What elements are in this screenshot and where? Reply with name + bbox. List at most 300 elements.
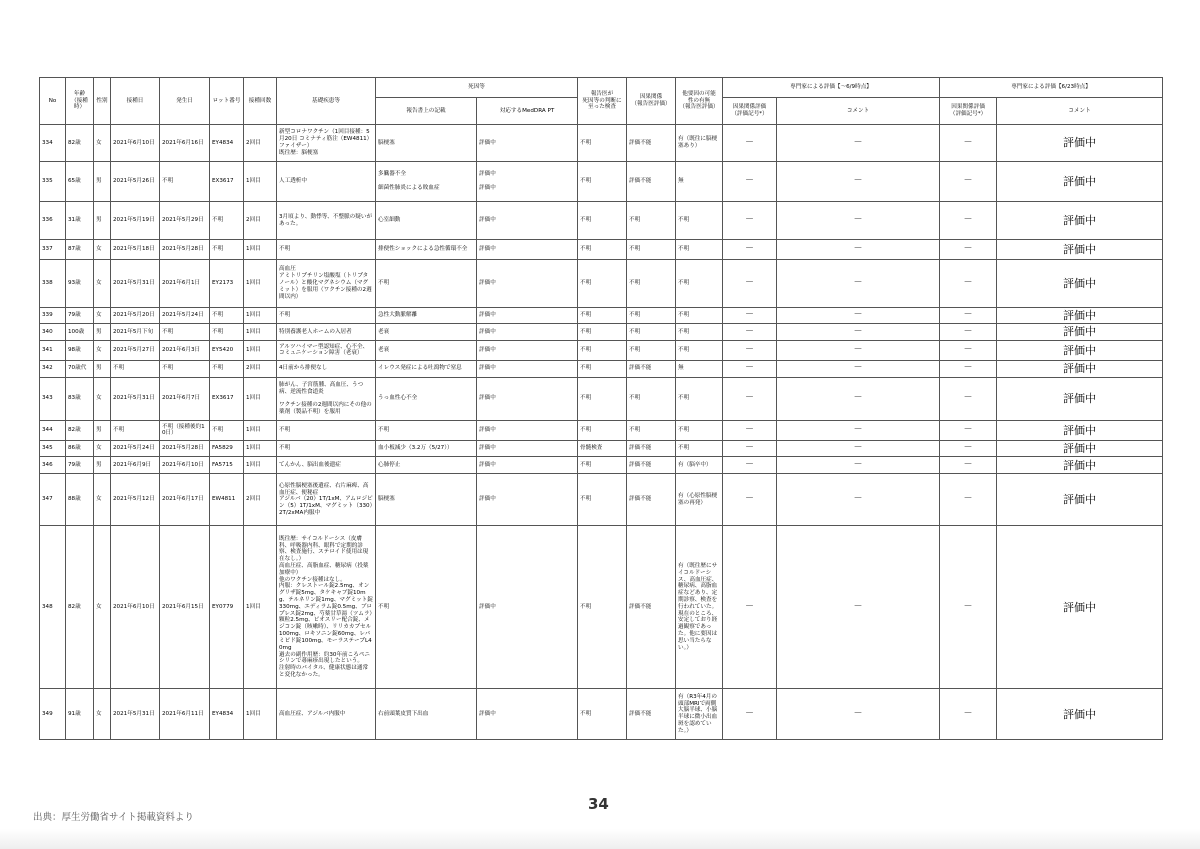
cell-underlying: 高血圧 アミトリプチリン塩酸塩（トリプタノール）と酸化マグネシウム（マグミット）を服用（ワクチン接種の2週間以内） bbox=[277, 260, 376, 308]
cell-expert1-eval: － bbox=[723, 308, 777, 324]
cell-cause-meddra bbox=[477, 457, 578, 474]
cell-cause-report bbox=[376, 324, 477, 340]
cell-onset-date: 不明（接種後約10日） bbox=[160, 420, 210, 440]
cell-onset-date: 2021年5月24日 bbox=[160, 308, 210, 324]
cell-cause-meddra bbox=[477, 340, 578, 360]
cell-lot: EX3617 bbox=[210, 377, 244, 420]
cell-causality-doctor: 評価不能 bbox=[627, 526, 676, 689]
cell-cause-report bbox=[376, 440, 477, 456]
page-number: 34 bbox=[588, 795, 609, 813]
cell-onset-date: 2021年5月28日 bbox=[160, 240, 210, 260]
cell-cause-meddra bbox=[477, 440, 578, 456]
cell-sex: 女 bbox=[94, 340, 111, 360]
cell-cause-meddra-item: 評価中 bbox=[479, 312, 496, 319]
cell-expert2-comment: 評価中 bbox=[997, 202, 1163, 240]
cell-expert1-comment: － bbox=[777, 308, 940, 324]
cell-sex: 男 bbox=[94, 162, 111, 202]
cell-dose: 1回目 bbox=[244, 420, 277, 440]
table-row bbox=[40, 360, 1163, 377]
cell-no: 335 bbox=[40, 162, 66, 202]
cell-dose: 1回目 bbox=[244, 526, 277, 689]
cell-expert1-eval: － bbox=[723, 240, 777, 260]
cell-sex: 男 bbox=[94, 202, 111, 240]
cell-lot: EX3617 bbox=[210, 162, 244, 202]
cell-underlying: 不明 bbox=[277, 440, 376, 456]
cell-expert1-eval: － bbox=[723, 162, 777, 202]
cell-cause-report bbox=[376, 340, 477, 360]
cell-expert2-comment: 評価中 bbox=[997, 420, 1163, 440]
header-expert1-comment: コメント bbox=[777, 98, 940, 125]
cell-cause-meddra bbox=[477, 202, 578, 240]
cell-expert2-eval: － bbox=[940, 474, 997, 526]
cell-no: 339 bbox=[40, 308, 66, 324]
cell-expert1-eval: － bbox=[723, 474, 777, 526]
header-expert2-comment: コメント bbox=[997, 98, 1163, 125]
cell-underlying: 不明 bbox=[277, 240, 376, 260]
cell-no: 344 bbox=[40, 420, 66, 440]
cell-lot: EY4834 bbox=[210, 125, 244, 162]
cell-exam: 不明 bbox=[578, 474, 627, 526]
cell-cause-report bbox=[376, 474, 477, 526]
cell-cause-meddra bbox=[477, 324, 578, 340]
cell-lot: 不明 bbox=[210, 240, 244, 260]
cell-cause-meddra bbox=[477, 474, 578, 526]
cell-cause-meddra bbox=[477, 162, 578, 202]
cell-cause-report bbox=[376, 377, 477, 420]
cell-exam: 不明 bbox=[578, 340, 627, 360]
cell-expert2-comment: 評価中 bbox=[997, 526, 1163, 689]
cell-dose: 1回目 bbox=[244, 377, 277, 420]
cell-no: 336 bbox=[40, 202, 66, 240]
cell-lot: 不明 bbox=[210, 420, 244, 440]
cell-expert1-eval: － bbox=[723, 526, 777, 689]
cell-lot: EY2173 bbox=[210, 260, 244, 308]
cell-causality-doctor: 不明 bbox=[627, 340, 676, 360]
cell-cause-meddra bbox=[477, 420, 578, 440]
cell-exam: 不明 bbox=[578, 457, 627, 474]
table-row bbox=[40, 377, 1163, 420]
cell-causality-doctor: 不明 bbox=[627, 240, 676, 260]
cell-expert2-comment: 評価中 bbox=[997, 474, 1163, 526]
cell-other-factors: 有（既往に脳梗塞あり） bbox=[676, 125, 723, 162]
cell-cause-report-item: 老衰 bbox=[378, 328, 390, 335]
table-row bbox=[40, 420, 1163, 440]
cell-lot: FA5715 bbox=[210, 457, 244, 474]
cell-exam: 不明 bbox=[578, 162, 627, 202]
cell-cause-report bbox=[376, 526, 477, 689]
cell-underlying: 心原性脳梗塞後遺症、右片麻痺、高血圧症、便秘症 アジルバ（20）1T/1xM、アムロジピン（5）1T/1xM、マグミット（330）2T/2xMA内服中 bbox=[277, 474, 376, 526]
cell-no: 346 bbox=[40, 457, 66, 474]
cell-cause-meddra-item: 評価中 bbox=[479, 395, 496, 402]
cell-cause-meddra-item: 評価中 bbox=[479, 710, 496, 717]
cell-expert2-eval: － bbox=[940, 526, 997, 689]
cell-sex: 女 bbox=[94, 125, 111, 162]
cell-age: 70歳代 bbox=[66, 360, 94, 377]
cell-expert2-comment: 評価中 bbox=[997, 360, 1163, 377]
cell-expert1-eval: － bbox=[723, 420, 777, 440]
cell-cause-meddra-item: 評価中 bbox=[479, 365, 496, 372]
cell-expert1-eval: － bbox=[723, 260, 777, 308]
cell-other-factors: 不明 bbox=[676, 240, 723, 260]
header-cause-report: 報告書上の記載 bbox=[376, 98, 477, 125]
cell-causality-doctor: 不明 bbox=[627, 308, 676, 324]
cell-expert1-eval: － bbox=[723, 457, 777, 474]
cell-sex: 女 bbox=[94, 689, 111, 740]
table-row bbox=[40, 474, 1163, 526]
cell-cause-report-item: 不明 bbox=[378, 280, 390, 287]
cell-cause-report-item: 排便性ショックによる急性循環不全 bbox=[378, 246, 468, 253]
cell-cause-meddra-item: 評価中 bbox=[479, 246, 496, 253]
cell-cause-meddra bbox=[477, 689, 578, 740]
table-row bbox=[40, 340, 1163, 360]
cell-other-factors: 不明 bbox=[676, 340, 723, 360]
cell-onset-date: 2021年6月7日 bbox=[160, 377, 210, 420]
cell-cause-report bbox=[376, 689, 477, 740]
cell-sex: 男 bbox=[94, 457, 111, 474]
cell-expert2-comment: 評価中 bbox=[997, 377, 1163, 420]
cell-lot: FA5829 bbox=[210, 440, 244, 456]
cell-cause-meddra bbox=[477, 526, 578, 689]
cell-age: 87歳 bbox=[66, 240, 94, 260]
cell-underlying: 不明 bbox=[277, 308, 376, 324]
cell-causality-doctor: 評価不能 bbox=[627, 689, 676, 740]
cell-underlying: 特別養護老人ホームの入居者 bbox=[277, 324, 376, 340]
cell-causality-doctor: 不明 bbox=[627, 377, 676, 420]
cell-cause-report-item: 心室細動 bbox=[378, 217, 401, 224]
cell-no: 340 bbox=[40, 324, 66, 340]
cell-lot: EY5420 bbox=[210, 340, 244, 360]
cell-no: 342 bbox=[40, 360, 66, 377]
cell-causality-doctor: 評価不能 bbox=[627, 457, 676, 474]
cell-no: 334 bbox=[40, 125, 66, 162]
cell-no: 348 bbox=[40, 526, 66, 689]
cell-age: 88歳 bbox=[66, 474, 94, 526]
cell-onset-date: 2021年6月11日 bbox=[160, 689, 210, 740]
cell-other-factors: 無 bbox=[676, 162, 723, 202]
cell-vaccination-date: 2021年6月9日 bbox=[111, 457, 160, 474]
cell-expert1-eval: － bbox=[723, 340, 777, 360]
cell-other-factors: 不明 bbox=[676, 324, 723, 340]
cell-cause-report-item: 多臓器不全 bbox=[378, 171, 406, 178]
cell-cause-report bbox=[376, 162, 477, 202]
cell-age: 79歳 bbox=[66, 457, 94, 474]
cell-underlying: 肺がん、子宮筋腫、高血圧、うつ病、逆流性食道炎 ワクチン接種の2週間以内にその他の薬剤（製品不明）を服用 bbox=[277, 377, 376, 420]
cell-dose: 1回目 bbox=[244, 689, 277, 740]
cell-cause-meddra bbox=[477, 377, 578, 420]
table-row bbox=[40, 440, 1163, 456]
cell-underlying: 既往歴：サイコルドーシス（皮膚科、呼吸器内科、眼科で定期的診察、検査施行、ステロイド使用は現在なし。） 高血圧症、高脂血症、糖尿病（投薬加療中） 他のワクチン接種はなし。 内服：クレストール錠2.5mg、オングリザ錠5mg、タケキャブ錠10mg、テルネリン錠1mg、マグミット錠330mg、エディラム錠0.5mg、ブロプレス錠2mg、芍薬甘草湯（ツムラ）顆粒2.5mg、ビオスリー配合錠、メジコン錠（咳嗽時）、リリカカプセル100mg、ロキソニン錠60mg、レバミピド錠100mg、モーラステープL40mg 過去の副作用歴：約30年前ころペニシリンで蕁麻疹出現したという。 注射時のバイタル、健康状態は通常と変化なかった。 bbox=[277, 526, 376, 689]
table-row bbox=[40, 689, 1163, 740]
cell-cause-report-item: 老衰 bbox=[378, 346, 390, 353]
cell-expert2-comment: 評価中 bbox=[997, 125, 1163, 162]
cell-expert2-comment: 評価中 bbox=[997, 689, 1163, 740]
cell-exam: 不明 bbox=[578, 689, 627, 740]
cell-causality-doctor: 不明 bbox=[627, 202, 676, 240]
cell-expert2-comment: 評価中 bbox=[997, 457, 1163, 474]
cell-expert1-comment: － bbox=[777, 340, 940, 360]
cell-exam: 不明 bbox=[578, 377, 627, 420]
cell-age: 86歳 bbox=[66, 440, 94, 456]
cell-onset-date: 不明 bbox=[160, 360, 210, 377]
cell-age: 82歳 bbox=[66, 125, 94, 162]
cell-onset-date: 2021年5月28日 bbox=[160, 440, 210, 456]
cell-cause-report bbox=[376, 240, 477, 260]
cell-exam: 不明 bbox=[578, 360, 627, 377]
cell-cause-meddra-item: 評価中 bbox=[479, 217, 496, 224]
cell-sex: 男 bbox=[94, 360, 111, 377]
cell-cause-meddra bbox=[477, 125, 578, 162]
cell-expert1-comment: － bbox=[777, 125, 940, 162]
cell-expert2-eval: － bbox=[940, 308, 997, 324]
cell-exam: 不明 bbox=[578, 260, 627, 308]
cell-age: 65歳 bbox=[66, 162, 94, 202]
cell-exam: 不明 bbox=[578, 202, 627, 240]
cell-cause-meddra-item: 評価中 bbox=[479, 185, 496, 191]
cell-underlying: 高血圧症、アジルバ内服中 bbox=[277, 689, 376, 740]
cell-lot: EY0779 bbox=[210, 526, 244, 689]
table-row bbox=[40, 324, 1163, 340]
cell-vaccination-date: 2021年5月31日 bbox=[111, 377, 160, 420]
header-cause-group: 死因等 bbox=[376, 78, 578, 98]
cell-no: 337 bbox=[40, 240, 66, 260]
cell-sex: 女 bbox=[94, 240, 111, 260]
cell-expert1-eval: － bbox=[723, 689, 777, 740]
cell-underlying: アルツハイマー型認知症、心不全、コミュニケーション障害（老衰） bbox=[277, 340, 376, 360]
cell-other-factors: 不明 bbox=[676, 420, 723, 440]
cell-cause-report-item: 不明 bbox=[378, 426, 390, 433]
cell-expert1-comment: － bbox=[777, 260, 940, 308]
cell-causality-doctor: 評価不能 bbox=[627, 360, 676, 377]
cell-other-factors: 不明 bbox=[676, 260, 723, 308]
cell-exam: 不明 bbox=[578, 526, 627, 689]
cell-sex: 女 bbox=[94, 308, 111, 324]
cell-vaccination-date: 不明 bbox=[111, 420, 160, 440]
cell-dose: 1回目 bbox=[244, 240, 277, 260]
cell-no: 345 bbox=[40, 440, 66, 456]
cell-other-factors: 不明 bbox=[676, 202, 723, 240]
cell-cause-meddra-item: 評価中 bbox=[479, 171, 496, 178]
cell-vaccination-date: 2021年5月31日 bbox=[111, 260, 160, 308]
cell-expert1-comment: － bbox=[777, 689, 940, 740]
cell-no: 347 bbox=[40, 474, 66, 526]
cell-underlying: 3月頃より、動悸等、不整脈の疑いがあった。 bbox=[277, 202, 376, 240]
cell-vaccination-date: 2021年5月12日 bbox=[111, 474, 160, 526]
cell-sex: 女 bbox=[94, 260, 111, 308]
cell-expert1-comment: － bbox=[777, 240, 940, 260]
cell-underlying: 不明 bbox=[277, 420, 376, 440]
cell-underlying: てんかん、脳出血後遺症 bbox=[277, 457, 376, 474]
cell-onset-date: 2021年6月15日 bbox=[160, 526, 210, 689]
cell-exam: 不明 bbox=[578, 324, 627, 340]
viewer-bottom-band bbox=[0, 829, 1200, 849]
header-onset-date: 発生日 bbox=[160, 78, 210, 125]
header-underlying: 基礎疾患等 bbox=[277, 78, 376, 125]
cell-cause-meddra-item: 評価中 bbox=[479, 346, 496, 353]
cell-dose: 1回目 bbox=[244, 457, 277, 474]
cell-vaccination-date: 2021年5月27日 bbox=[111, 340, 160, 360]
cell-cause-meddra-item: 評価中 bbox=[479, 445, 496, 452]
cell-onset-date: 2021年6月1日 bbox=[160, 260, 210, 308]
cell-sex: 男 bbox=[94, 420, 111, 440]
cell-cause-meddra-item: 評価中 bbox=[479, 496, 496, 503]
cell-sex: 女 bbox=[94, 474, 111, 526]
cell-other-factors: 不明 bbox=[676, 440, 723, 456]
cell-causality-doctor: 評価不能 bbox=[627, 162, 676, 202]
cell-expert2-comment: 評価中 bbox=[997, 260, 1163, 308]
cell-onset-date: 不明 bbox=[160, 162, 210, 202]
cell-cause-meddra-item: 評価中 bbox=[479, 139, 496, 146]
cell-cause-meddra-item: 評価中 bbox=[479, 426, 496, 433]
header-cause-meddra: 対応するMedDRA PT bbox=[477, 98, 578, 125]
cell-other-factors: 有（心原性脳梗塞の再発） bbox=[676, 474, 723, 526]
cell-cause-report-item: 細菌性肺炎による敗血症 bbox=[378, 185, 440, 191]
header-expert1-group: 専門家による評価【～6/9時点】 bbox=[723, 78, 940, 98]
cell-cause-report-item: 不明 bbox=[378, 603, 390, 610]
cell-dose: 1回目 bbox=[244, 440, 277, 456]
cell-causality-doctor: 評価不能 bbox=[627, 125, 676, 162]
cell-vaccination-date: 2021年5月下旬 bbox=[111, 324, 160, 340]
cell-age: 83歳 bbox=[66, 377, 94, 420]
cell-expert2-comment: 評価中 bbox=[997, 308, 1163, 324]
adverse-event-table bbox=[39, 77, 1163, 740]
cell-cause-report-item: 脳梗塞 bbox=[378, 496, 395, 503]
cell-expert1-eval: － bbox=[723, 202, 777, 240]
cell-expert2-eval: － bbox=[940, 360, 997, 377]
cell-vaccination-date: 2021年6月10日 bbox=[111, 526, 160, 689]
cell-dose: 1回目 bbox=[244, 340, 277, 360]
cell-age: 98歳 bbox=[66, 340, 94, 360]
cell-sex: 女 bbox=[94, 526, 111, 689]
cell-expert2-eval: － bbox=[940, 377, 997, 420]
cell-exam: 不明 bbox=[578, 240, 627, 260]
table-body bbox=[40, 125, 1163, 740]
cell-cause-report bbox=[376, 202, 477, 240]
cell-vaccination-date: 2021年5月24日 bbox=[111, 440, 160, 456]
cell-underlying: 人工透析中 bbox=[277, 162, 376, 202]
cell-cause-report bbox=[376, 260, 477, 308]
cell-cause-report-item: 心肺停止 bbox=[378, 461, 401, 468]
cell-dose: 1回目 bbox=[244, 324, 277, 340]
cell-onset-date: 不明 bbox=[160, 324, 210, 340]
cell-onset-date: 2021年6月17日 bbox=[160, 474, 210, 526]
header-dose: 接種回数 bbox=[244, 78, 277, 125]
cell-no: 343 bbox=[40, 377, 66, 420]
cell-other-factors: 有（R3年4月の頭部MRIで両側大脳半球、小脳半球に微小出血斑を認めていた。） bbox=[676, 689, 723, 740]
header-sex: 性別 bbox=[94, 78, 111, 125]
cell-underlying: 4日前から排便なし bbox=[277, 360, 376, 377]
cell-expert2-eval: － bbox=[940, 202, 997, 240]
header-expert1-eval: 因果関係評価 （評価記号*） bbox=[723, 98, 777, 125]
table-row bbox=[40, 162, 1163, 202]
cell-expert1-comment: － bbox=[777, 202, 940, 240]
cell-cause-report bbox=[376, 125, 477, 162]
cell-age: 79歳 bbox=[66, 308, 94, 324]
cell-no: 338 bbox=[40, 260, 66, 308]
cell-expert2-eval: － bbox=[940, 457, 997, 474]
cell-age: 93歳 bbox=[66, 260, 94, 308]
cell-lot: EY4834 bbox=[210, 689, 244, 740]
cell-underlying: 新型コロナワクチン（1回目接種：5月20日 コミナティ筋注（EW4811）ファイザー） 既往歴：脳梗塞 bbox=[277, 125, 376, 162]
cell-causality-doctor: 評価不能 bbox=[627, 474, 676, 526]
cell-expert1-comment: － bbox=[777, 324, 940, 340]
header-age: 年齢 （接種時） bbox=[66, 78, 94, 125]
cell-expert2-eval: － bbox=[940, 340, 997, 360]
cell-cause-meddra-item: 評価中 bbox=[479, 461, 496, 468]
cell-age: 31歳 bbox=[66, 202, 94, 240]
cell-cause-report-item: イレウス発症による吐瀉物で窒息 bbox=[378, 365, 462, 372]
cell-expert1-comment: － bbox=[777, 420, 940, 440]
cell-expert2-eval: － bbox=[940, 240, 997, 260]
cell-causality-doctor: 不明 bbox=[627, 324, 676, 340]
header-vaccination-date: 接種日 bbox=[111, 78, 160, 125]
cell-expert1-comment: － bbox=[777, 474, 940, 526]
footer-source: 出典：厚生労働省サイト掲載資料より bbox=[33, 812, 194, 823]
header-expert2-eval: 因果関係評価 （評価記号*） bbox=[940, 98, 997, 125]
cell-onset-date: 2021年6月16日 bbox=[160, 125, 210, 162]
cell-expert1-comment: － bbox=[777, 457, 940, 474]
cell-dose: 2回目 bbox=[244, 474, 277, 526]
cell-expert1-comment: － bbox=[777, 526, 940, 689]
table-row bbox=[40, 125, 1163, 162]
cell-lot: 不明 bbox=[210, 324, 244, 340]
cell-vaccination-date: 2021年6月10日 bbox=[111, 125, 160, 162]
table-row bbox=[40, 457, 1163, 474]
cell-onset-date: 2021年5月29日 bbox=[160, 202, 210, 240]
cell-lot: 不明 bbox=[210, 360, 244, 377]
cell-vaccination-date: 2021年5月18日 bbox=[111, 240, 160, 260]
cell-vaccination-date: 2021年5月20日 bbox=[111, 308, 160, 324]
cell-expert2-eval: － bbox=[940, 440, 997, 456]
cell-exam: 骨髄検査 bbox=[578, 440, 627, 456]
cell-cause-meddra bbox=[477, 360, 578, 377]
cell-causality-doctor: 不明 bbox=[627, 420, 676, 440]
cell-onset-date: 2021年6月10日 bbox=[160, 457, 210, 474]
cell-dose: 2回目 bbox=[244, 125, 277, 162]
cell-expert2-eval: － bbox=[940, 689, 997, 740]
cell-cause-report-item: 血小板減少（3.2万（5/27）） bbox=[378, 445, 453, 452]
cell-expert1-eval: － bbox=[723, 324, 777, 340]
table-row bbox=[40, 260, 1163, 308]
cell-sex: 男 bbox=[94, 324, 111, 340]
cell-lot: 不明 bbox=[210, 308, 244, 324]
cell-lot: 不明 bbox=[210, 202, 244, 240]
cell-dose: 1回目 bbox=[244, 260, 277, 308]
cell-expert2-comment: 評価中 bbox=[997, 340, 1163, 360]
cell-no: 349 bbox=[40, 689, 66, 740]
cell-expert1-eval: － bbox=[723, 440, 777, 456]
cell-exam: 不明 bbox=[578, 125, 627, 162]
cell-sex: 女 bbox=[94, 377, 111, 420]
cell-cause-meddra-item: 評価中 bbox=[479, 280, 496, 287]
header-causality-doctor: 因果関係 （報告医評価） bbox=[627, 78, 676, 125]
cell-sex: 女 bbox=[94, 440, 111, 456]
cell-expert2-comment: 評価中 bbox=[997, 162, 1163, 202]
cell-cause-report bbox=[376, 308, 477, 324]
cell-cause-report-item: うっ血性心不全 bbox=[378, 395, 418, 402]
cell-expert2-comment: 評価中 bbox=[997, 440, 1163, 456]
cell-cause-meddra bbox=[477, 308, 578, 324]
cell-cause-meddra bbox=[477, 240, 578, 260]
header-no: No bbox=[40, 78, 66, 125]
header-other-factors: 他要因の可能 性の有無 （報告医評価） bbox=[676, 78, 723, 125]
cell-lot: EW4811 bbox=[210, 474, 244, 526]
cell-cause-report-item: 急性大動脈解離 bbox=[378, 312, 418, 319]
cell-age: 82歳 bbox=[66, 420, 94, 440]
cell-other-factors: 無 bbox=[676, 360, 723, 377]
cell-cause-meddra-item: 評価中 bbox=[479, 328, 496, 335]
cell-cause-meddra bbox=[477, 260, 578, 308]
cell-vaccination-date: 2021年5月31日 bbox=[111, 689, 160, 740]
